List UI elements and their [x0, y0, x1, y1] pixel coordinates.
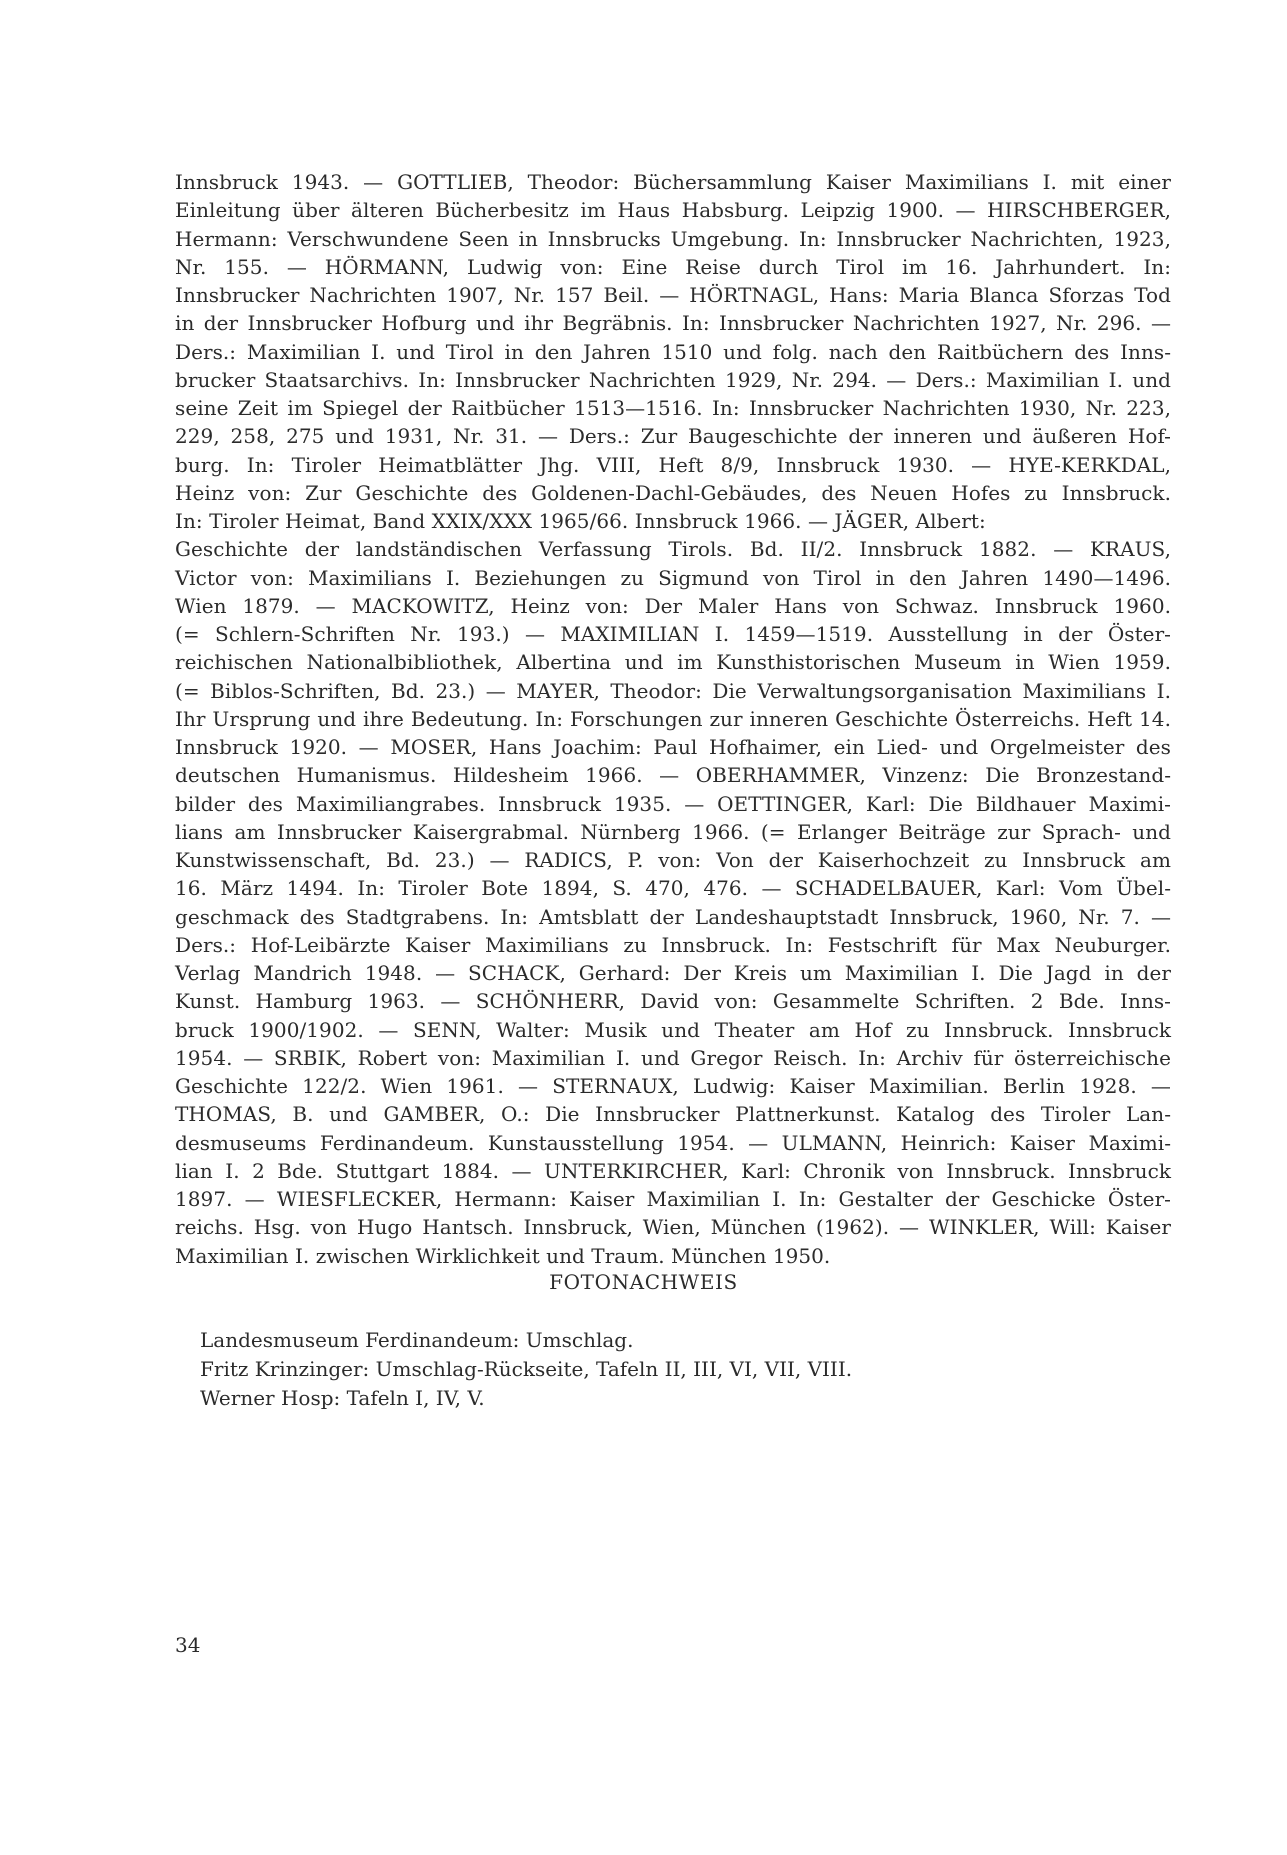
bibliography-line: reichs. Hsg. von Hugo Hantsch. Innsbruck, Wien, München (1962). — WINKLER, Will: Kaiser: [175, 1215, 1171, 1240]
bibliography-line: bruck 1900/1902. — SENN, Walter: Musik und Theater am Hof zu Innsbruck. Innsbruck: [175, 1017, 1171, 1042]
bibliography-line: Ders.: Maximilian I. und Tirol in den Jahren 1510 und folg. nach den Raitbüchern des Inns-: [175, 339, 1171, 364]
photo-credit-line: Werner Hosp: Tafeln I, IV, V.: [200, 1386, 485, 1410]
bibliography-line: Wien 1879. — MACKOWITZ, Heinz von: Der Maler Hans von Schwaz. Innsbruck 1960.: [175, 593, 1171, 618]
bibliography-line: In: Tiroler Heimat, Band XXIX/XXX 1965/66. Innsbruck 1966. — JÄGER, Albert:: [175, 509, 986, 533]
bibliography-line: Hermann: Verschwundene Seen in Innsbrucks Umgebung. In: Innsbrucker Nachrichten, 1923,: [175, 226, 1171, 251]
bibliography-line: Kunst. Hamburg 1963. — SCHÖNHERR, David von: Gesammelte Schriften. 2 Bde. Inns-: [175, 989, 1171, 1014]
photo-credit-line: Fritz Krinzinger: Umschlag-Rückseite, Tafeln II, III, VI, VII, VIII.: [200, 1357, 853, 1381]
bibliography-line: Geschichte der landständischen Verfassung Tirols. Bd. II/2. Innsbruck 1882. — KRAUS,: [175, 537, 1171, 562]
bibliography-line: desmuseums Ferdinandeum. Kunstausstellung 1954. — ULMANN, Heinrich: Kaiser Maximi-: [175, 1130, 1171, 1155]
bibliography-line: Innsbruck 1920. — MOSER, Hans Joachim: Paul Hofhaimer, ein Lied- und Orgelmeister des: [175, 735, 1171, 759]
photo-credit-line: Landesmuseum Ferdinandeum: Umschlag.: [200, 1328, 634, 1352]
bibliography-line: Innsbruck 1943. — GOTTLIEB, Theodor: Büchersammlung Kaiser Maximilians I. mit einer: [175, 170, 1171, 194]
bibliography-line: in der Innsbrucker Hofburg und ihr Begräbnis. In: Innsbrucker Nachrichten 1927, Nr. 296. —: [175, 311, 1171, 336]
bibliography-line: Victor von: Maximilians I. Beziehungen zu Sigmund von Tirol in den Jahren 1490—1496.: [175, 565, 1171, 590]
bibliography-line: Nr. 155. — HÖRMANN, Ludwig von: Eine Reise durch Tirol im 16. Jahrhundert. In:: [175, 254, 1171, 279]
bibliography-line: lians am Innsbrucker Kaisergrabmal. Nürnberg 1966. (= Erlanger Beiträge zur Sprach- und: [175, 819, 1171, 844]
bibliography-line: Innsbrucker Nachrichten 1907, Nr. 157 Beil. — HÖRTNAGL, Hans: Maria Blanca Sforzas Tod: [175, 283, 1171, 307]
bibliography-line: reichischen Nationalbibliothek, Albertina und im Kunsthistorischen Museum in Wien 1959.: [175, 650, 1171, 675]
bibliography-line: 1897. — WIESFLECKER, Hermann: Kaiser Maximilian I. In: Gestalter der Geschicke Öster-: [175, 1187, 1171, 1211]
bibliography-line: burg. In: Tiroler Heimatblätter Jhg. VIII, Heft 8/9, Innsbruck 1930. — HYE-KERKDAL,: [175, 452, 1171, 477]
bibliography-line: Einleitung über älteren Bücherbesitz im Haus Habsburg. Leipzig 1900. — HIRSCHBERGER,: [175, 198, 1171, 223]
bibliography-line: lian I. 2 Bde. Stuttgart 1884. — UNTERKIRCHER, Karl: Chronik von Innsbruck. Innsbruck: [175, 1158, 1171, 1183]
bibliography-line: 1954. — SRBIK, Robert von: Maximilian I. und Gregor Reisch. In: Archiv für österreichische: [175, 1045, 1171, 1070]
page-number: 34: [175, 1633, 201, 1657]
bibliography-line: THOMAS, B. und GAMBER, O.: Die Innsbrucker Plattnerkunst. Katalog des Tiroler Lan-: [175, 1102, 1171, 1127]
bibliography-line: Kunstwissenschaft, Bd. 23.) — RADICS, P. von: Von der Kaiserhochzeit zu Innsbruck am: [175, 848, 1171, 872]
bibliography-line: Verlag Mandrich 1948. — SCHACK, Gerhard: Der Kreis um Maximilian I. Die Jagd in der: [175, 961, 1171, 985]
bibliography-line: (= Schlern-Schriften Nr. 193.) — MAXIMILIAN I. 1459—1519. Ausstellung in der Öster-: [175, 622, 1171, 646]
bibliography-line: 16. März 1494. In: Tiroler Bote 1894, S. 470, 476. — SCHADELBAUER, Karl: Vom Übel-: [175, 876, 1171, 901]
bibliography-line: brucker Staatsarchivs. In: Innsbrucker Nachrichten 1929, Nr. 294. — Ders.: Maximilian I. und: [175, 367, 1171, 392]
photo-credits-list: [200, 1326, 852, 1413]
bibliography-line: Maximilian I. zwischen Wirklichkeit und Traum. München 1950.: [175, 1243, 831, 1268]
bibliography-line: seine Zeit im Spiegel der Raitbücher 1513—1516. In: Innsbrucker Nachrichten 1930, Nr. 223,: [175, 396, 1171, 420]
bibliography-line: Ihr Ursprung und ihre Bedeutung. In: Forschungen zur inneren Geschichte Österreichs. Heft 14.: [175, 706, 1171, 731]
bibliography-line: Geschichte 122/2. Wien 1961. — STERNAUX, Ludwig: Kaiser Maximilian. Berlin 1928. —: [175, 1074, 1171, 1098]
bibliography-text: [175, 168, 1171, 1270]
bibliography-line: Heinz von: Zur Geschichte des Goldenen-Dachl-Gebäudes, des Neuen Hofes zu Innsbruck.: [175, 480, 1171, 505]
photo-credits-heading: FOTONACHWEIS: [549, 1270, 738, 1294]
bibliography-line: geschmack des Stadtgrabens. In: Amtsblatt der Landeshauptstadt Innsbruck, 1960, Nr. 7. —: [175, 904, 1171, 929]
bibliography-line: (= Biblos-Schriften, Bd. 23.) — MAYER, Theodor: Die Verwaltungsorganisation Maximilians I.: [175, 678, 1171, 703]
bibliography-line: 229, 258, 275 und 1931, Nr. 31. — Ders.: Zur Baugeschichte der inneren und äußeren Hof-: [175, 424, 1171, 449]
bibliography-line: Ders.: Hof-Leibärzte Kaiser Maximilians zu Innsbruck. In: Festschrift für Max Neuburger.: [175, 932, 1171, 957]
bibliography-line: deutschen Humanismus. Hildesheim 1966. — OBERHAMMER, Vinzenz: Die Bronzestand-: [175, 763, 1171, 788]
bibliography-line: bilder des Maximiliangrabes. Innsbruck 1935. — OETTINGER, Karl: Die Bildhauer Maximi-: [175, 791, 1171, 816]
